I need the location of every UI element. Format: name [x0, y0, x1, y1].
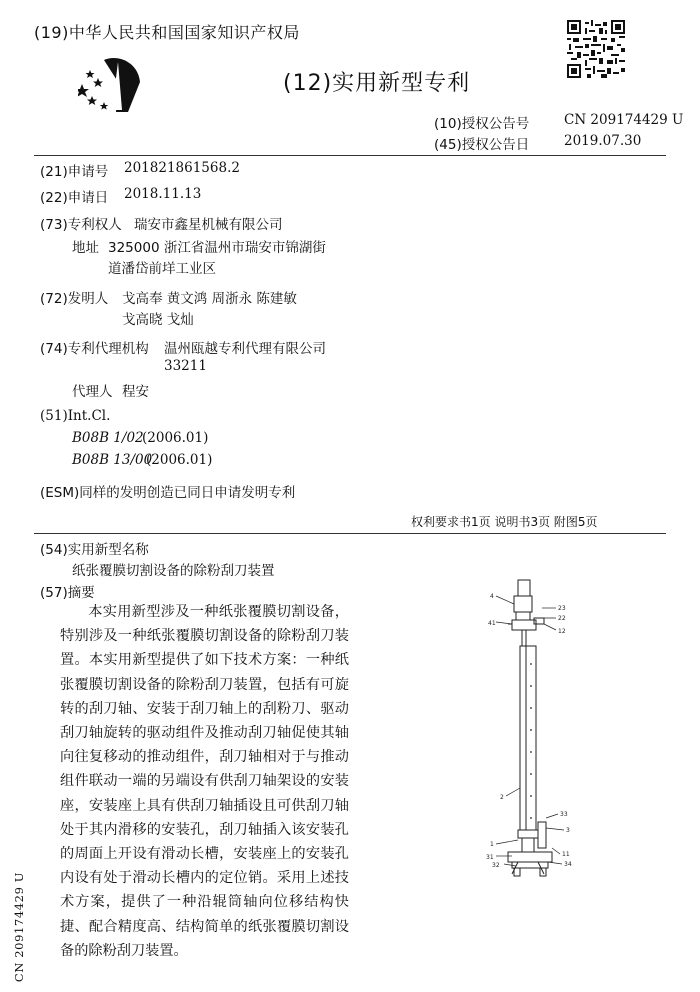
- fig-label: 32: [492, 862, 500, 869]
- ipc-2-date: (2006.01): [146, 452, 213, 468]
- patent-office-emblem-icon: [78, 56, 150, 114]
- side-publication-number: CN 209174429 U: [12, 871, 27, 983]
- section-divider: [34, 533, 666, 534]
- application-number-value: 201821861568.2: [124, 160, 240, 176]
- application-date-label: (22)申请日: [40, 190, 109, 206]
- application-number-label: (21)申请号: [40, 164, 109, 180]
- utility-model-title-value: 纸张覆膜切割设备的除粉刮刀装置: [72, 563, 275, 579]
- fig-label: 41: [488, 620, 496, 627]
- application-date-value: 2018.11.13: [124, 186, 202, 202]
- scraper-shaft-body: [520, 646, 536, 830]
- utility-model-title-label: (54)实用新型名称: [40, 542, 149, 558]
- esm-note: (ESM)同样的发明创造已同日申请发明专利: [40, 485, 296, 501]
- publication-date-label: (45)授权公告日: [434, 137, 530, 153]
- inventor-line-2: 戈高晓 戈灿: [122, 312, 194, 328]
- agent-value: 程安: [122, 384, 149, 400]
- inventor-label: (72)发明人: [40, 291, 109, 307]
- fig-label: 33: [560, 811, 568, 818]
- inventor-line-1: 戈高奉 黄文鸿 周浙永 陈建敏: [122, 291, 297, 307]
- address-line-2: 道潘岱前垟工业区: [108, 261, 216, 277]
- fig-label: 1: [490, 841, 494, 848]
- fig-label: 11: [562, 851, 570, 858]
- publication-number-label: (10)授权公告号: [434, 116, 530, 132]
- header-divider: [34, 155, 666, 156]
- ipc-label: (51)Int.Cl.: [40, 408, 111, 424]
- ipc-1-date: (2006.01): [142, 430, 209, 446]
- patentee-value: 瑞安市鑫星机械有限公司: [134, 217, 283, 233]
- fig-label: 34: [564, 861, 572, 868]
- abstract-label: (57)摘要: [40, 585, 95, 601]
- agent-label: 代理人: [72, 384, 113, 400]
- top-bracket: [512, 620, 536, 630]
- abstract-text: [60, 600, 349, 963]
- pages-info: 权利要求书1页 说明书3页 附图5页: [411, 515, 598, 529]
- ipc-2-code: B08B 13/00: [72, 452, 153, 468]
- fig-label: 4: [490, 593, 494, 600]
- address-line-1: 325000 浙江省温州市瑞安市锦湖街: [108, 240, 326, 256]
- abstract-body: 本实用新型涉及一种纸张覆膜切割设备，特别涉及一种纸张覆膜切割设备的除粉刮刀装置。本实用新型提供了如下技术方案：一种纸张覆膜切割设备的除粉刮刀装置，包括有可旋转的刮刀轴、安装于刮刀轴上的刮粉刀、驱动刮刀轴旋转的驱动组件及推动刮刀轴促使其轴向往复移动的推动组件，刮刀轴相对于与推动组件联动一端的另端设有供刮刀轴架设的安装座，安装座上具有供刮刀轴插设且可供刮刀轴处于其内滑移的安装孔，刮刀轴插入该安装孔的周面上开设有滑动长槽，安装座上的安装孔内设有处于滑动长槽内的定位销。采用上述技术方案，提供了一种沿辊筒轴向位移结构快捷、配合精度高、结构简单的纸张覆膜切割设备的除粉刮刀装置。: [60, 604, 349, 959]
- address-label: 地址: [72, 240, 99, 256]
- qr-code-icon: [567, 20, 625, 78]
- fig-label: 23: [558, 605, 566, 612]
- fig-label: 3: [566, 827, 570, 834]
- agency-line-2: 33211: [164, 358, 207, 374]
- publication-date-value: 2019.07.30: [564, 133, 642, 149]
- fig-label: 12: [558, 628, 566, 635]
- publication-number-value: CN 209174429 U: [564, 112, 684, 128]
- ipc-1-code: B08B 1/02: [72, 430, 144, 446]
- mounting-seat: [508, 852, 552, 862]
- device-drawing: [478, 578, 602, 880]
- motor-housing: [514, 596, 532, 612]
- agency-line-1: 温州瓯越专利代理有限公司: [164, 341, 326, 357]
- fig-label: 31: [486, 854, 494, 861]
- document-type-title: (12)实用新型专利: [283, 71, 471, 96]
- patentee-label: (73)专利权人: [40, 217, 122, 233]
- motor-body: [518, 580, 530, 596]
- fig-label: 22: [558, 615, 566, 622]
- office-name: (19)中华人民共和国国家知识产权局: [34, 23, 300, 42]
- agency-label: (74)专利代理机构: [40, 341, 149, 357]
- fig-label: 2: [500, 794, 504, 801]
